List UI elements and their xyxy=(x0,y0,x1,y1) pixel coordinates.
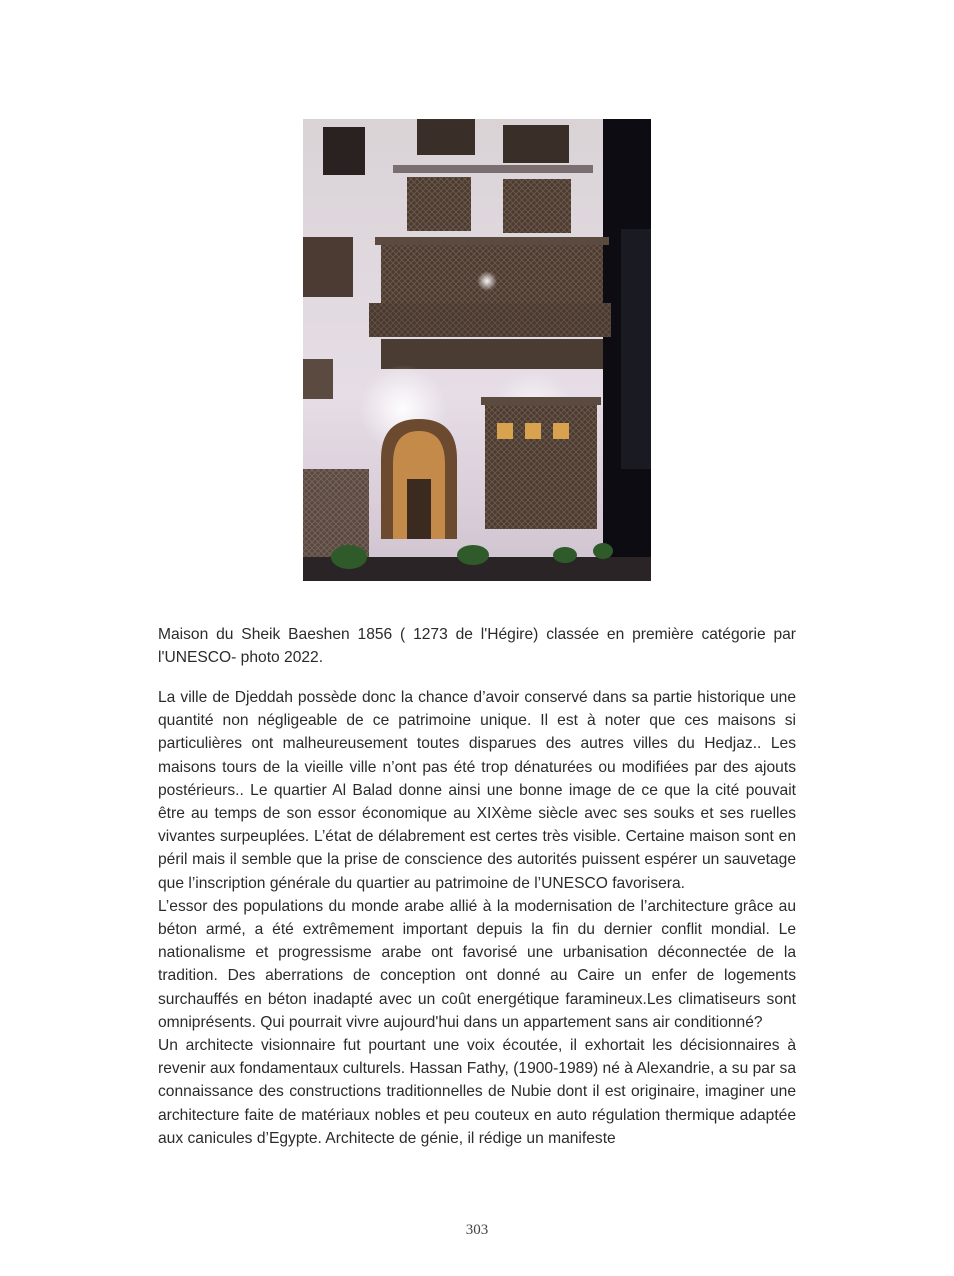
caption-text: Maison du Sheik Baeshen 1856 ( 1273 de l'Hégire) classée en première catégorie par l'UNESCO- photo 2022. xyxy=(158,626,796,667)
page-number: 303 xyxy=(465,1222,489,1238)
paragraph-1: La ville de Djeddah possède donc la chance d’avoir conservé dans sa partie historique une quantité non négligeable de ce patrimoine unique. Il est à noter que ces maisons si particulières ont malheureusement toutes disparues des autres villes du Hedjaz.. Les maisons tours de la vieille ville n’ont pas été trop dénaturées ou modifiées par des ajouts postérieurs.. Le quartier Al Balad donne ainsi une bonne image de ce que la cité pouvait être au temps de son essor économique au XIXème siècle avec ses souks et ses ruelles vivantes surpeuplées. L’état de délabrement est certes très visible. Certaine maison sont en péril mais il semble que la prise de conscience des autorités puissent espérer un sauvetage que l’inscription générale du quartier au patrimoine de l’UNESCO favorisera. xyxy=(158,689,796,892)
photo-baeshen-house xyxy=(303,119,651,581)
paragraph-3: Un architecte visionnaire fut pourtant une voix écoutée, il exhortait les décisionnaires à revenir aux fondamentaux culturels. Hassan Fathy, (1900-1989) né à Alexandrie, a su par sa connaissance des constructions traditionnelles de Nubie dont il est originaire, imaginer une architecture faite de matériaux nobles et peu couteux en auto régulation thermique adaptée aux canicules d’Egypte. Architecte de génie, il rédige un manifeste xyxy=(158,1037,796,1147)
photo-caption xyxy=(158,623,796,669)
body-text xyxy=(158,686,796,1150)
photo-illustration xyxy=(303,119,651,581)
paragraph-2: L’essor des populations du monde arabe allié à la modernisation de l’architecture grâce au béton armé, a été extrêmement important depuis la fin du dernier conflit mondial. Le nationalisme et progressisme arabe ont favorisé une urbanisation déconnectée de la tradition. Des aberrations de conception ont donné au Caire un enfer de logements surchauffés en béton inadapté avec un coût energétique faramineux.Les climatiseurs sont omniprésents. Qui pourrait vivre aujourd'hui dans un appartement sans air conditionné? xyxy=(158,897,796,1031)
